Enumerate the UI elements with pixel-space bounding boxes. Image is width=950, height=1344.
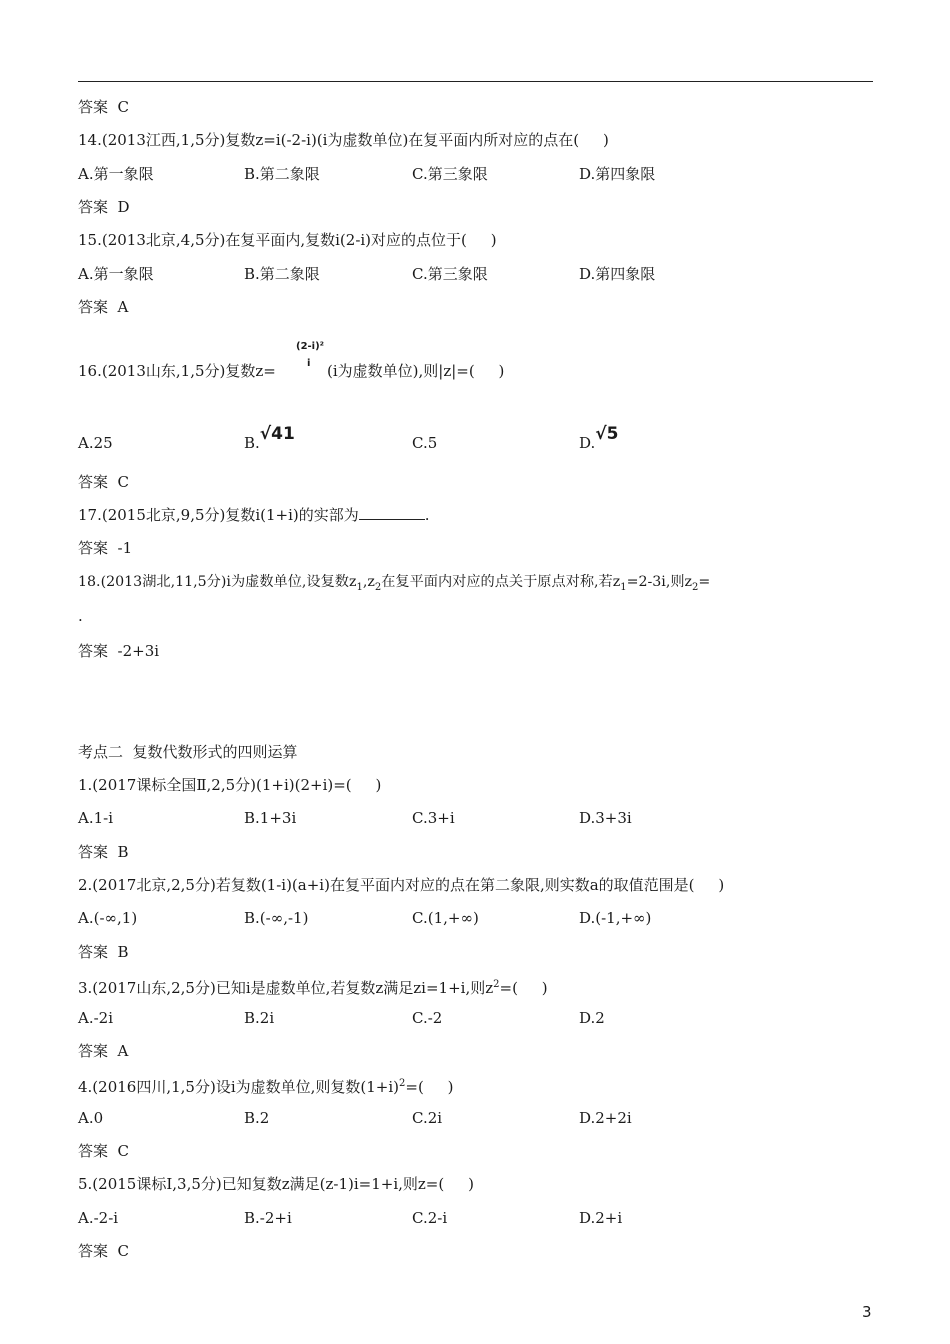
q15-option-a: A.第一象限	[78, 265, 154, 283]
s2-option-c: C.(1,+∞)	[412, 909, 479, 927]
answer-18: 答案 -2+3i	[78, 642, 160, 660]
s3-tail: =( )	[499, 979, 548, 997]
q16-fraction-numerator: (2-i)²	[296, 341, 325, 352]
s4-option-c: C.2i	[412, 1109, 443, 1127]
question-s1: 1.(2017课标全国Ⅱ,2,5分)(1+i)(2+i)=( )	[78, 776, 382, 794]
answer-s5: 答案 C	[78, 1242, 130, 1260]
sqrt-41: √41	[259, 424, 295, 444]
sqrt-5: √5	[595, 424, 619, 444]
answer-s4: 答案 C	[78, 1142, 130, 1160]
s2-option-b: B.(-∞,-1)	[244, 909, 309, 927]
s5-option-d: D.2+i	[579, 1209, 623, 1227]
answer-17: 答案 -1	[78, 539, 133, 557]
q16-option-b	[244, 424, 295, 453]
q18-sub1: 1	[356, 581, 363, 593]
question-s5: 5.(2015课标Ⅰ,3,5分)已知复数z满足(z-1)i=1+i,则z=( )	[78, 1175, 474, 1193]
answer-14: 答案 D	[78, 198, 130, 216]
s2-option-d: D.(-1,+∞)	[579, 909, 652, 927]
question-18-period: .	[78, 607, 83, 625]
question-18	[78, 572, 710, 598]
q18-part1: 18.(2013湖北,11,5分)i为虚数单位,设复数z	[78, 574, 357, 590]
q18-sub3: 1	[620, 581, 627, 593]
s4-tail: =( )	[405, 1078, 454, 1096]
q18-part4: =2-3i,则z	[626, 574, 693, 590]
s4-option-b: B.2	[244, 1109, 270, 1127]
s5-option-a: A.-2-i	[78, 1209, 119, 1227]
s4-exponent: 2	[399, 1078, 406, 1089]
s3-option-d: D.2	[579, 1009, 605, 1027]
question-s2: 2.(2017北京,2,5分)若复数(1-i)(a+i)在复平面内对应的点在第二象限,则实数a的取值范围是( )	[78, 876, 725, 894]
question-s3	[78, 975, 548, 998]
q18-sub4: 2	[692, 581, 699, 593]
question-17-text: 17.(2015北京,9,5分)复数i(1+i)的实部为	[78, 506, 359, 524]
s5-option-b: B.-2+i	[244, 1209, 292, 1227]
q14-option-c: C.第三象限	[412, 165, 488, 183]
answer-s2: 答案 B	[78, 943, 129, 961]
q15-option-b: B.第二象限	[244, 265, 320, 283]
header-rule	[78, 81, 873, 82]
answer-16: 答案 C	[78, 473, 130, 491]
question-s4	[78, 1074, 454, 1097]
q16-fraction-denominator: i	[307, 358, 311, 369]
s1-option-b: B.1+3i	[244, 809, 297, 827]
s2-option-a: A.(-∞,1)	[78, 909, 138, 927]
s3-exponent: 2	[493, 979, 500, 990]
s4-option-a: A.0	[78, 1109, 104, 1127]
q14-option-d: D.第四象限	[579, 165, 656, 183]
q18-sub2: 2	[374, 581, 382, 593]
s3-option-b: B.2i	[244, 1009, 275, 1027]
answer-s3: 答案 A	[78, 1042, 129, 1060]
q14-option-a: A.第一象限	[78, 165, 154, 183]
answer-15: 答案 A	[78, 298, 129, 316]
q14-option-b: B.第二象限	[244, 165, 320, 183]
q16-option-d	[579, 424, 619, 453]
s1-option-d: D.3+3i	[579, 809, 632, 827]
page-number: 3	[862, 1303, 872, 1321]
q16-option-d-label: D.	[579, 434, 596, 452]
s3-text: 3.(2017山东,2,5分)已知i是虚数单位,若复数z满足zi=1+i,则z	[78, 979, 494, 997]
question-17	[78, 505, 430, 525]
s3-option-c: C.-2	[412, 1009, 443, 1027]
q16-option-c: C.5	[412, 434, 438, 452]
answer-s1: 答案 B	[78, 843, 129, 861]
q16-option-b-label: B.	[244, 434, 260, 452]
answer-13: 答案 C	[78, 98, 130, 116]
section-heading: 考点二 复数代数形式的四则运算	[78, 743, 298, 761]
s4-text: 4.(2016四川,1,5分)设i为虚数单位,则复数(1+i)	[78, 1078, 399, 1096]
q18-part5: =	[698, 574, 711, 590]
q16-option-a: A.25	[78, 434, 113, 452]
question-17-period: .	[424, 506, 430, 524]
question-16-tail: (i为虚数单位),则|z|=( )	[327, 362, 505, 380]
q18-part3: 在复平面内对应的点关于原点对称,若z	[381, 574, 621, 590]
s5-option-c: C.2-i	[412, 1209, 448, 1227]
question-14: 14.(2013江西,1,5分)复数z=i(-2-i)(i为虚数单位)在复平面内所对应的点在( )	[78, 131, 609, 149]
q15-option-c: C.第三象限	[412, 265, 488, 283]
answer-blank	[359, 505, 425, 520]
s1-option-c: C.3+i	[412, 809, 455, 827]
q18-part2: ,z	[362, 574, 375, 590]
s3-option-a: A.-2i	[78, 1009, 114, 1027]
s4-option-d: D.2+2i	[579, 1109, 632, 1127]
question-15: 15.(2013北京,4,5分)在复平面内,复数i(2-i)对应的点位于( )	[78, 231, 497, 249]
question-16-stem: 16.(2013山东,1,5分)复数z=	[78, 362, 276, 380]
s1-option-a: A.1-i	[78, 809, 114, 827]
q15-option-d: D.第四象限	[579, 265, 656, 283]
